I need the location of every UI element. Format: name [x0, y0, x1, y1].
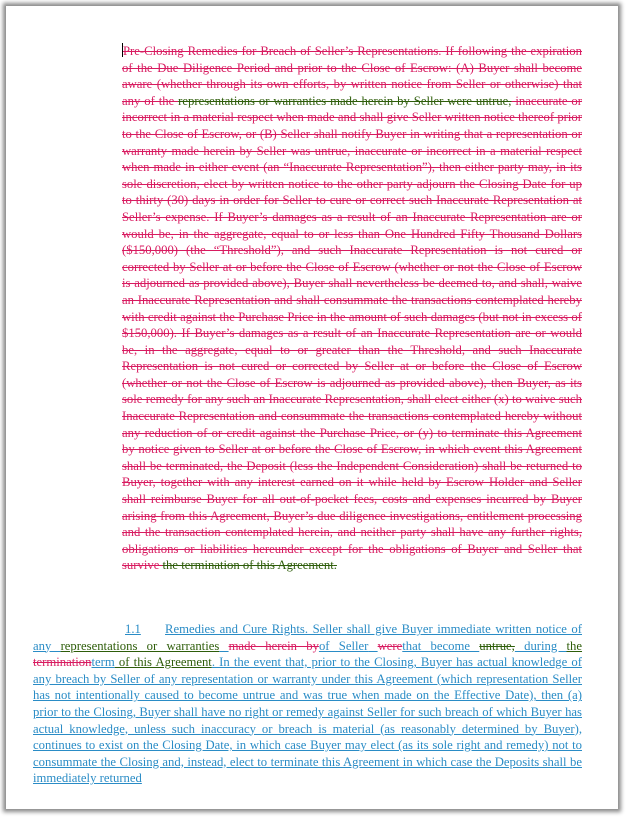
- inserted-text[interactable]: that become: [402, 638, 480, 653]
- deleted-text[interactable]: were: [377, 638, 403, 653]
- moved-text[interactable]: untrue,: [479, 638, 515, 653]
- paragraph-pre-closing-remedies: [122, 43, 582, 574]
- moved-text[interactable]: representations or warranties made herein by Seller were untrue,: [178, 93, 512, 108]
- moved-text[interactable]: the termination of this Agreement: [162, 558, 334, 573]
- inserted-text[interactable]: term: [91, 655, 115, 670]
- inserted-text[interactable]: during: [514, 638, 567, 653]
- moved-text[interactable]: .: [333, 558, 337, 573]
- inserted-text[interactable]: . In the event that, prior to the Closing, Buyer has actual knowledge of any breach by Seller of any representation or warranty under this Agreement (which representation Seller has not intentionally caused to become untrue and was true when made on the Effective Date), then (a) prior to the Closing, Buyer shall have no right or remedy against Seller for such breach of which Buyer has actual knowledge, unless such inaccuracy or breach is material (as reasonably determined by Buyer), continues to exist on the Closing Date, in which case Buyer may elect (as its sole right and remedy) not to consummate the Closing and, instead, elect to terminate this Agreement in which case the Deposits shall be immediately returned: [33, 655, 583, 786]
- document-page: [6, 6, 618, 809]
- deleted-text[interactable]: inaccurate or incorrect in a material respect when made and shall give Seller written notice thereof prior to the Close of Escrow, or (B) Seller shall notify Buyer in writing that a representation or warranty made herein by Seller was untrue, inaccurate or incorrect in a material respect when made in either event (an “Inaccurate Representation”), then either party may, in its sole discretion, elect by written notice to the other party adjourn the Closing Date for up to thirty (30) days in order for Seller to cure or correct such Inaccurate Representation at Seller’s expense. If Buyer’s damages as a result of an Inaccurate Representation are or would be, in the aggregate, equal to or less than One Hundred Fifty Thousand Dollars ($150,000) (the “Threshold”), and such Inaccurate Representation is not cured or corrected by Seller at or before the Close of Escrow (whether or not the Close of Escrow is adjourned as provided above), Buyer shall nevertheless be deemed to, and shall, waive an Inaccurate Representation and shall consummate the transactions contemplated hereby with credit against the Purchase Price in the amount of such damages (but not in excess of $150,000). If Buyer’s damages as a result of an Inaccurate Representation are or would be, in the aggregate, equal to or greater than the Threshold, and such Inaccurate Representation is not cured or corrected by Seller at or before the Close of Escrow (whether or not the Close of Escrow is adjourned as provided above), then Buyer, as its sole remedy for any such an Inaccurate Representation, shall elect either (x) to waive such Inaccurate Representation and consummate the transactions contemplated hereby without any reduction of or credit against the Purchase Price, or (y) to terminate this Agreement by notice given to Seller at or before the Close of Escrow, in which event this Agreement shall be terminated, the Deposit (less the Independent Consideration) shall be returned to Buyer, together with any interest earned on it while held by Escrow Holder and Seller shall reimburse Buyer for all out-of-pocket fees, costs and expenses incurred by Buyer arising from this Agreement, Buyer’s due diligence investigations, entitlement processing and the transaction contemplated herein, and neither party shall have any further rights, obligations or liabilities hereunder except for the obligations of Buyer and Seller that survive: [122, 93, 583, 573]
- deleted-text[interactable]: made herein by: [228, 638, 319, 653]
- section-number[interactable]: 1.1: [125, 622, 141, 636]
- inserted-text[interactable]: Remedies and Cure Rights. Seller shall give Buyer immediate written notice of any: [33, 622, 582, 653]
- moved-text[interactable]: representations or warranties: [60, 638, 220, 653]
- deleted-text[interactable]: Pre-Closing Remedies for Breach of Seller’s Representations. If following the expiration of the Due Diligence Period and prior to the Close of Escrow: (A) Buyer shall become aware (whether through its own efforts, by written notice from Seller or otherwise) that any of the: [122, 44, 582, 108]
- inserted-text[interactable]: [368, 639, 377, 653]
- moved-text[interactable]: the: [566, 638, 583, 653]
- paragraph-remedies-and-cure-rights: [33, 621, 582, 787]
- moved-text[interactable]: of this Agreement: [114, 655, 212, 670]
- deleted-text[interactable]: termination: [33, 655, 92, 670]
- inserted-text[interactable]: [219, 639, 228, 653]
- inserted-text[interactable]: of Seller: [318, 638, 369, 653]
